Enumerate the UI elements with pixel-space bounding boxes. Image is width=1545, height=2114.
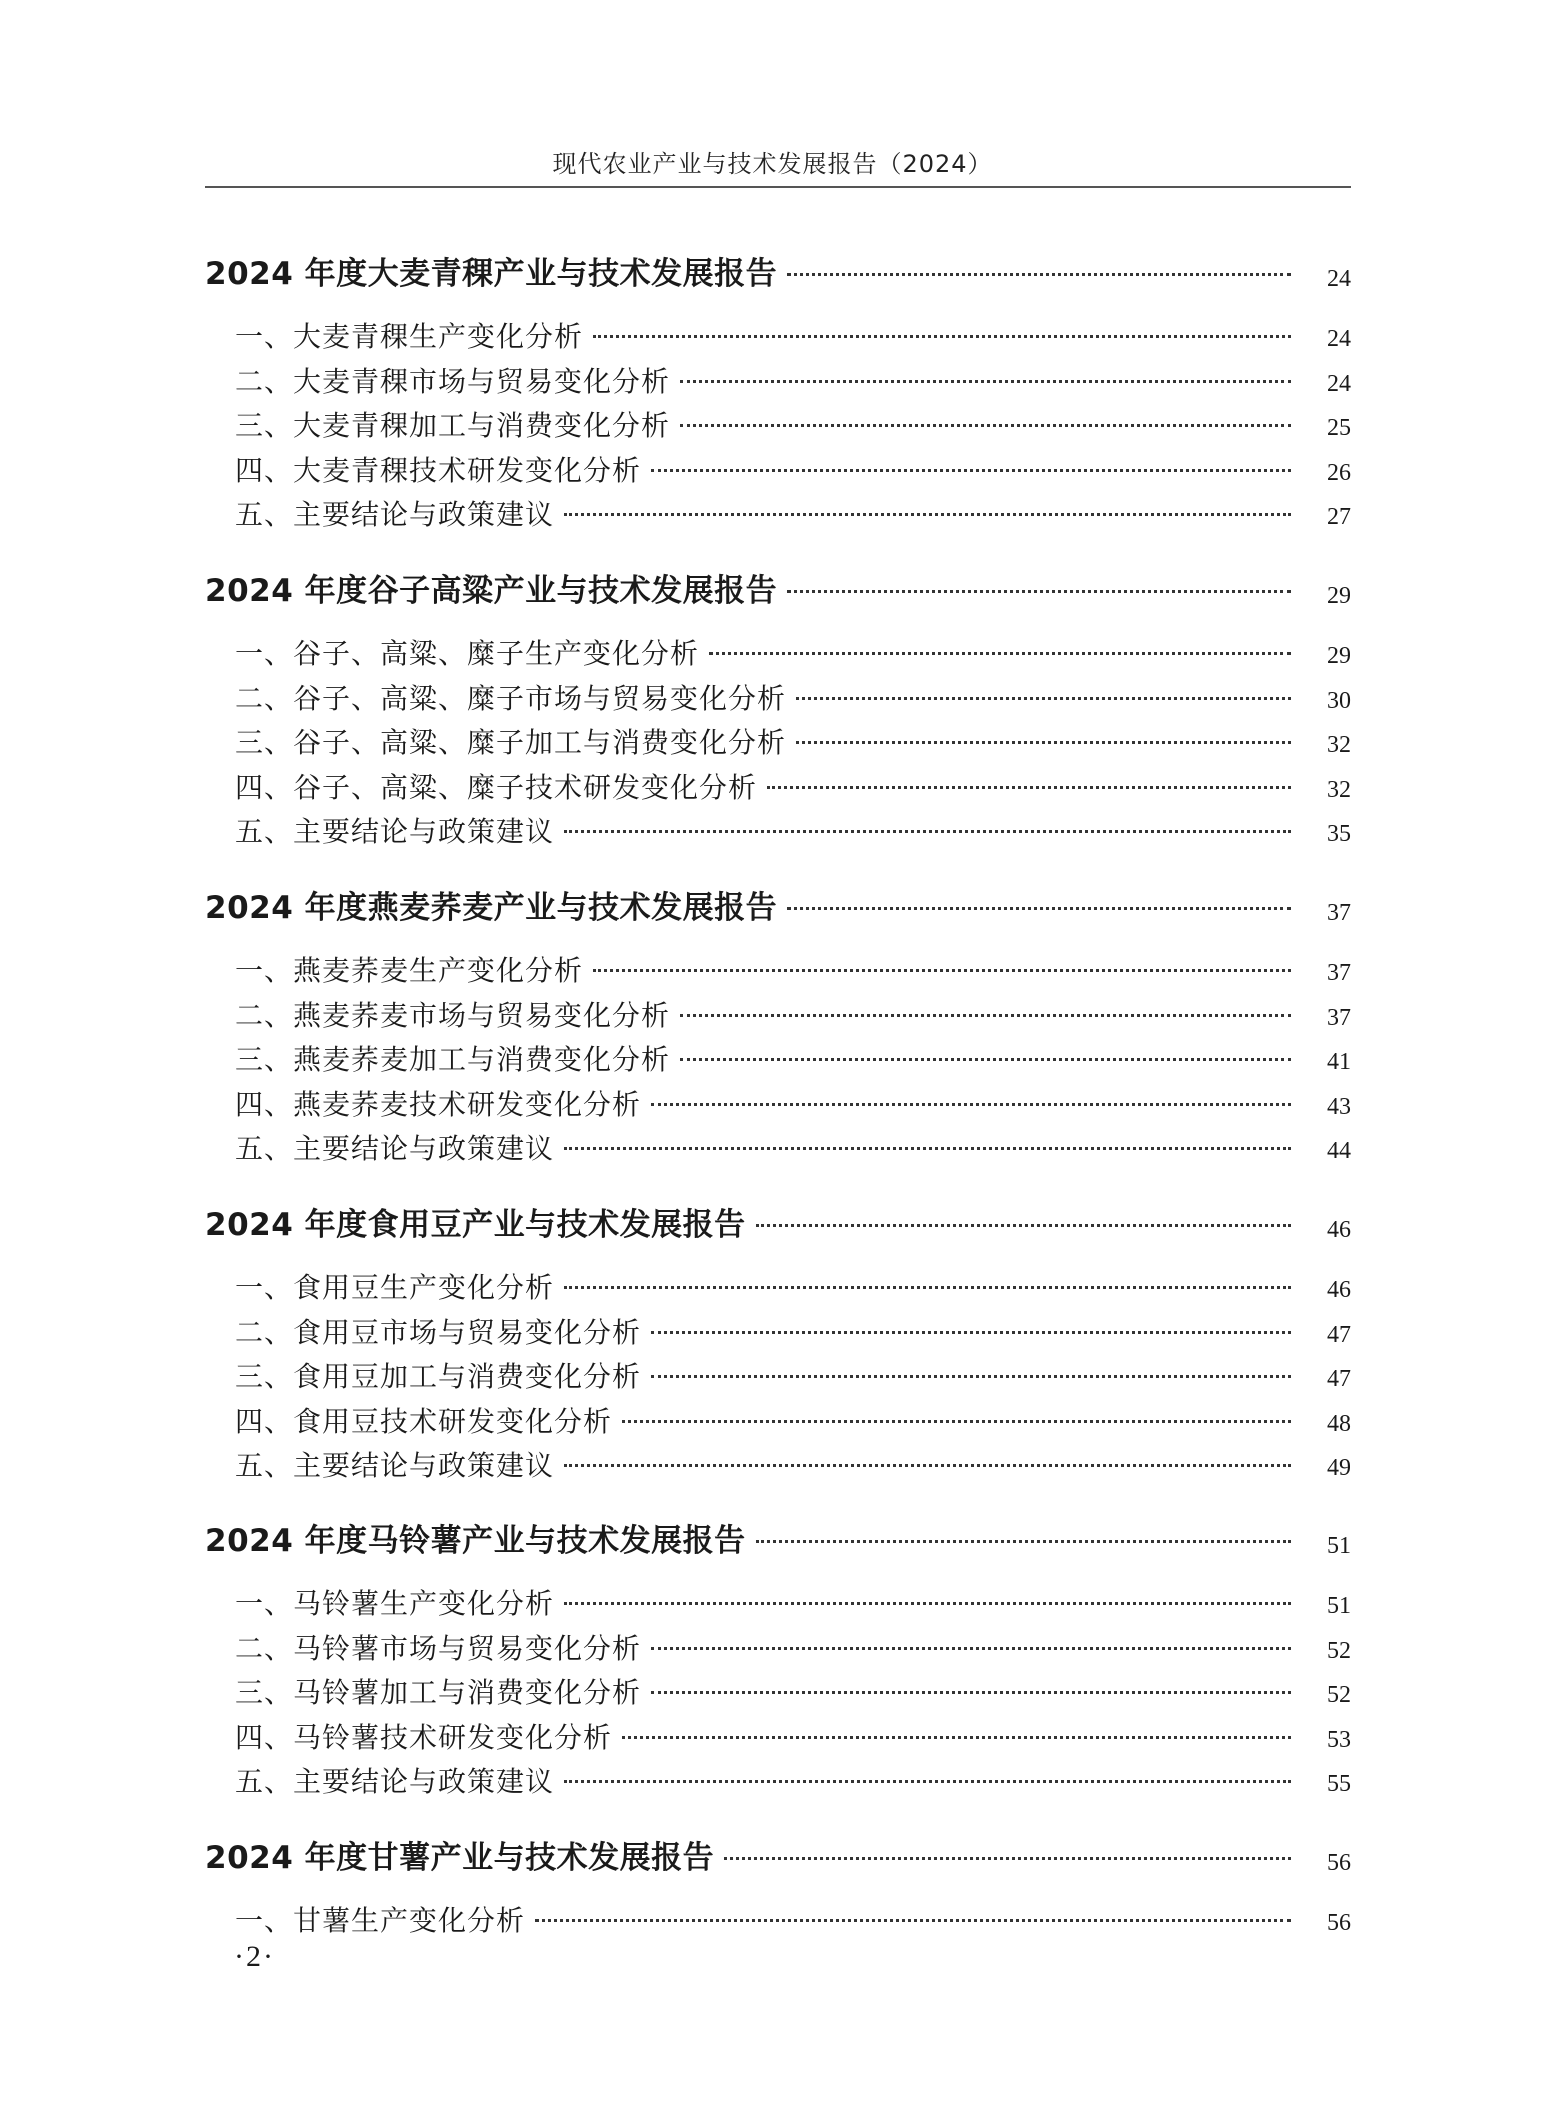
toc-item[interactable]	[205, 1038, 1351, 1078]
toc-page-number: 56	[1327, 1910, 1351, 1936]
dot-leader	[564, 1464, 1291, 1467]
toc-section[interactable]	[205, 1515, 1351, 1560]
dot-leader	[680, 424, 1291, 427]
toc-item-title: 五、主要结论与政策建议	[235, 498, 555, 531]
toc-item-title: 三、燕麦荞麦加工与消费变化分析	[235, 1043, 671, 1076]
toc-section-title: 2024 年度燕麦荞麦产业与技术发展报告	[205, 890, 778, 926]
toc-item[interactable]	[205, 315, 1351, 355]
toc-section[interactable]	[205, 1832, 1351, 1877]
dot-leader	[651, 1647, 1291, 1650]
toc-page-number: 47	[1327, 1366, 1351, 1392]
toc-item-title: 五、主要结论与政策建议	[235, 1765, 555, 1798]
toc-page-number: 49	[1327, 1455, 1351, 1481]
toc-item-title: 一、大麦青稞生产变化分析	[235, 320, 584, 353]
toc-item[interactable]	[205, 493, 1351, 533]
running-header: 现代农业产业与技术发展报告（2024）	[552, 150, 993, 178]
toc-item-title: 三、食用豆加工与消费变化分析	[235, 1360, 642, 1393]
dot-leader	[651, 1375, 1291, 1378]
toc-item-title: 三、马铃薯加工与消费变化分析	[235, 1676, 642, 1709]
toc-item[interactable]	[205, 1311, 1351, 1351]
dot-leader	[796, 741, 1291, 744]
toc-item[interactable]	[205, 1899, 1351, 1939]
toc-page-number: 46	[1327, 1277, 1351, 1303]
toc-item-title: 二、马铃薯市场与贸易变化分析	[235, 1631, 642, 1665]
toc-page-number: 37	[1327, 900, 1351, 926]
toc-page-number: 44	[1327, 1138, 1351, 1164]
toc-item-title: 一、甘薯生产变化分析	[235, 1904, 526, 1937]
toc-item-title: 一、燕麦荞麦生产变化分析	[235, 954, 584, 987]
dot-leader	[756, 1540, 1291, 1543]
toc-page-number: 37	[1327, 960, 1351, 986]
toc-section-title: 2024 年度谷子高粱产业与技术发展报告	[205, 573, 778, 609]
toc-page-number: 32	[1327, 776, 1351, 803]
toc-item-title: 五、主要结论与政策建议	[235, 1132, 555, 1165]
toc-page-number: 29	[1327, 643, 1351, 669]
toc-section-title: 2024 年度大麦青稞产业与技术发展报告	[205, 256, 778, 292]
toc-page-number: 46	[1327, 1217, 1351, 1243]
toc-page-number: 52	[1327, 1682, 1351, 1708]
toc-page-number: 24	[1327, 266, 1351, 292]
dot-leader	[564, 1147, 1291, 1150]
dot-leader	[564, 513, 1291, 516]
toc-page-number: 51	[1327, 1533, 1351, 1559]
toc-section-title: 2024 年度马铃薯产业与技术发展报告	[205, 1523, 746, 1559]
dot-leader	[787, 273, 1291, 276]
toc-page-number: 52	[1327, 1637, 1351, 1664]
toc-item[interactable]	[205, 1671, 1351, 1711]
dot-leader	[796, 697, 1291, 700]
toc-item[interactable]	[205, 632, 1351, 672]
toc-item[interactable]	[205, 1355, 1351, 1395]
toc-item-title: 一、马铃薯生产变化分析	[235, 1587, 555, 1620]
toc-item[interactable]	[205, 1266, 1351, 1306]
toc-item[interactable]	[205, 949, 1351, 989]
toc-page-number: 29	[1327, 583, 1351, 609]
dot-leader	[593, 335, 1291, 338]
toc-item[interactable]	[205, 449, 1351, 489]
header-rule	[205, 186, 1351, 188]
toc-page-number: 55	[1327, 1771, 1351, 1797]
dot-leader	[767, 786, 1291, 789]
dot-leader	[680, 1014, 1291, 1017]
toc-section[interactable]	[205, 565, 1351, 610]
toc-page-number: 24	[1327, 326, 1351, 352]
dot-leader	[651, 1691, 1291, 1694]
toc-page-number: 37	[1327, 1004, 1351, 1031]
toc-item-title: 四、燕麦荞麦技术研发变化分析	[235, 1087, 642, 1121]
toc-item-title: 二、谷子、高粱、糜子市场与贸易变化分析	[235, 681, 787, 715]
toc-item-title: 三、谷子、高粱、糜子加工与消费变化分析	[235, 726, 787, 759]
toc-item[interactable]	[205, 1627, 1351, 1667]
dot-leader	[622, 1420, 1291, 1423]
dot-leader	[651, 1103, 1291, 1106]
toc-item[interactable]	[205, 1083, 1351, 1123]
toc-page-number: 47	[1327, 1321, 1351, 1348]
toc-section[interactable]	[205, 1199, 1351, 1244]
toc-section[interactable]	[205, 882, 1351, 927]
toc-item-title: 四、马铃薯技术研发变化分析	[235, 1720, 613, 1754]
dot-leader	[724, 1857, 1291, 1860]
toc-page-number: 41	[1327, 1049, 1351, 1075]
toc-item-title: 二、大麦青稞市场与贸易变化分析	[235, 364, 671, 398]
toc-section-title: 2024 年度甘薯产业与技术发展报告	[205, 1840, 715, 1876]
toc-item-title: 二、食用豆市场与贸易变化分析	[235, 1315, 642, 1349]
dot-leader	[651, 1331, 1291, 1334]
dot-leader	[622, 1736, 1291, 1739]
toc-page-number: 24	[1327, 370, 1351, 397]
toc-item-title: 四、大麦青稞技术研发变化分析	[235, 453, 642, 487]
toc-page-number: 56	[1327, 1850, 1351, 1876]
toc-item[interactable]	[205, 1127, 1351, 1167]
toc-item[interactable]	[205, 1444, 1351, 1484]
dot-leader	[651, 469, 1291, 472]
toc-page-number: 26	[1327, 459, 1351, 486]
toc-item-title: 一、谷子、高粱、糜子生产变化分析	[235, 637, 700, 670]
toc-item[interactable]	[205, 994, 1351, 1034]
toc-page-number: 30	[1327, 687, 1351, 714]
toc-item-title: 四、谷子、高粱、糜子技术研发变化分析	[235, 770, 758, 804]
dot-leader	[535, 1919, 1291, 1922]
dot-leader	[787, 907, 1291, 910]
toc-item-title: 四、食用豆技术研发变化分析	[235, 1404, 613, 1438]
toc-page-number: 43	[1327, 1093, 1351, 1120]
page-folio: ·2·	[234, 1940, 275, 1973]
dot-leader	[680, 1058, 1291, 1061]
toc-item-title: 五、主要结论与政策建议	[235, 815, 555, 848]
toc-item[interactable]	[205, 1716, 1351, 1756]
toc-page-number: 35	[1327, 821, 1351, 847]
toc-item[interactable]	[205, 1400, 1351, 1440]
toc-item[interactable]	[205, 766, 1351, 806]
toc-item-title: 二、燕麦荞麦市场与贸易变化分析	[235, 998, 671, 1032]
toc-page-number: 27	[1327, 504, 1351, 530]
dot-leader	[787, 590, 1291, 593]
toc-item[interactable]	[205, 1582, 1351, 1622]
dot-leader	[564, 1286, 1291, 1289]
toc-item-title: 三、大麦青稞加工与消费变化分析	[235, 409, 671, 442]
dot-leader	[593, 969, 1291, 972]
dot-leader	[709, 652, 1291, 655]
toc-item[interactable]	[205, 677, 1351, 717]
toc-item[interactable]	[205, 810, 1351, 850]
toc-page-number: 51	[1327, 1593, 1351, 1619]
dot-leader	[564, 1602, 1291, 1605]
toc-page-number: 25	[1327, 415, 1351, 441]
toc-page-number: 53	[1327, 1726, 1351, 1753]
toc-item[interactable]	[205, 404, 1351, 444]
toc-item[interactable]	[205, 721, 1351, 761]
toc-section[interactable]	[205, 248, 1351, 293]
toc-page-number: 32	[1327, 732, 1351, 758]
toc-section-title: 2024 年度食用豆产业与技术发展报告	[205, 1207, 746, 1243]
toc-page-number: 48	[1327, 1410, 1351, 1437]
dot-leader	[680, 380, 1291, 383]
toc-item[interactable]	[205, 360, 1351, 400]
toc-item[interactable]	[205, 1760, 1351, 1800]
dot-leader	[756, 1224, 1291, 1227]
dot-leader	[564, 830, 1291, 833]
toc-item-title: 五、主要结论与政策建议	[235, 1449, 555, 1482]
dot-leader	[564, 1780, 1291, 1783]
toc-item-title: 一、食用豆生产变化分析	[235, 1271, 555, 1304]
